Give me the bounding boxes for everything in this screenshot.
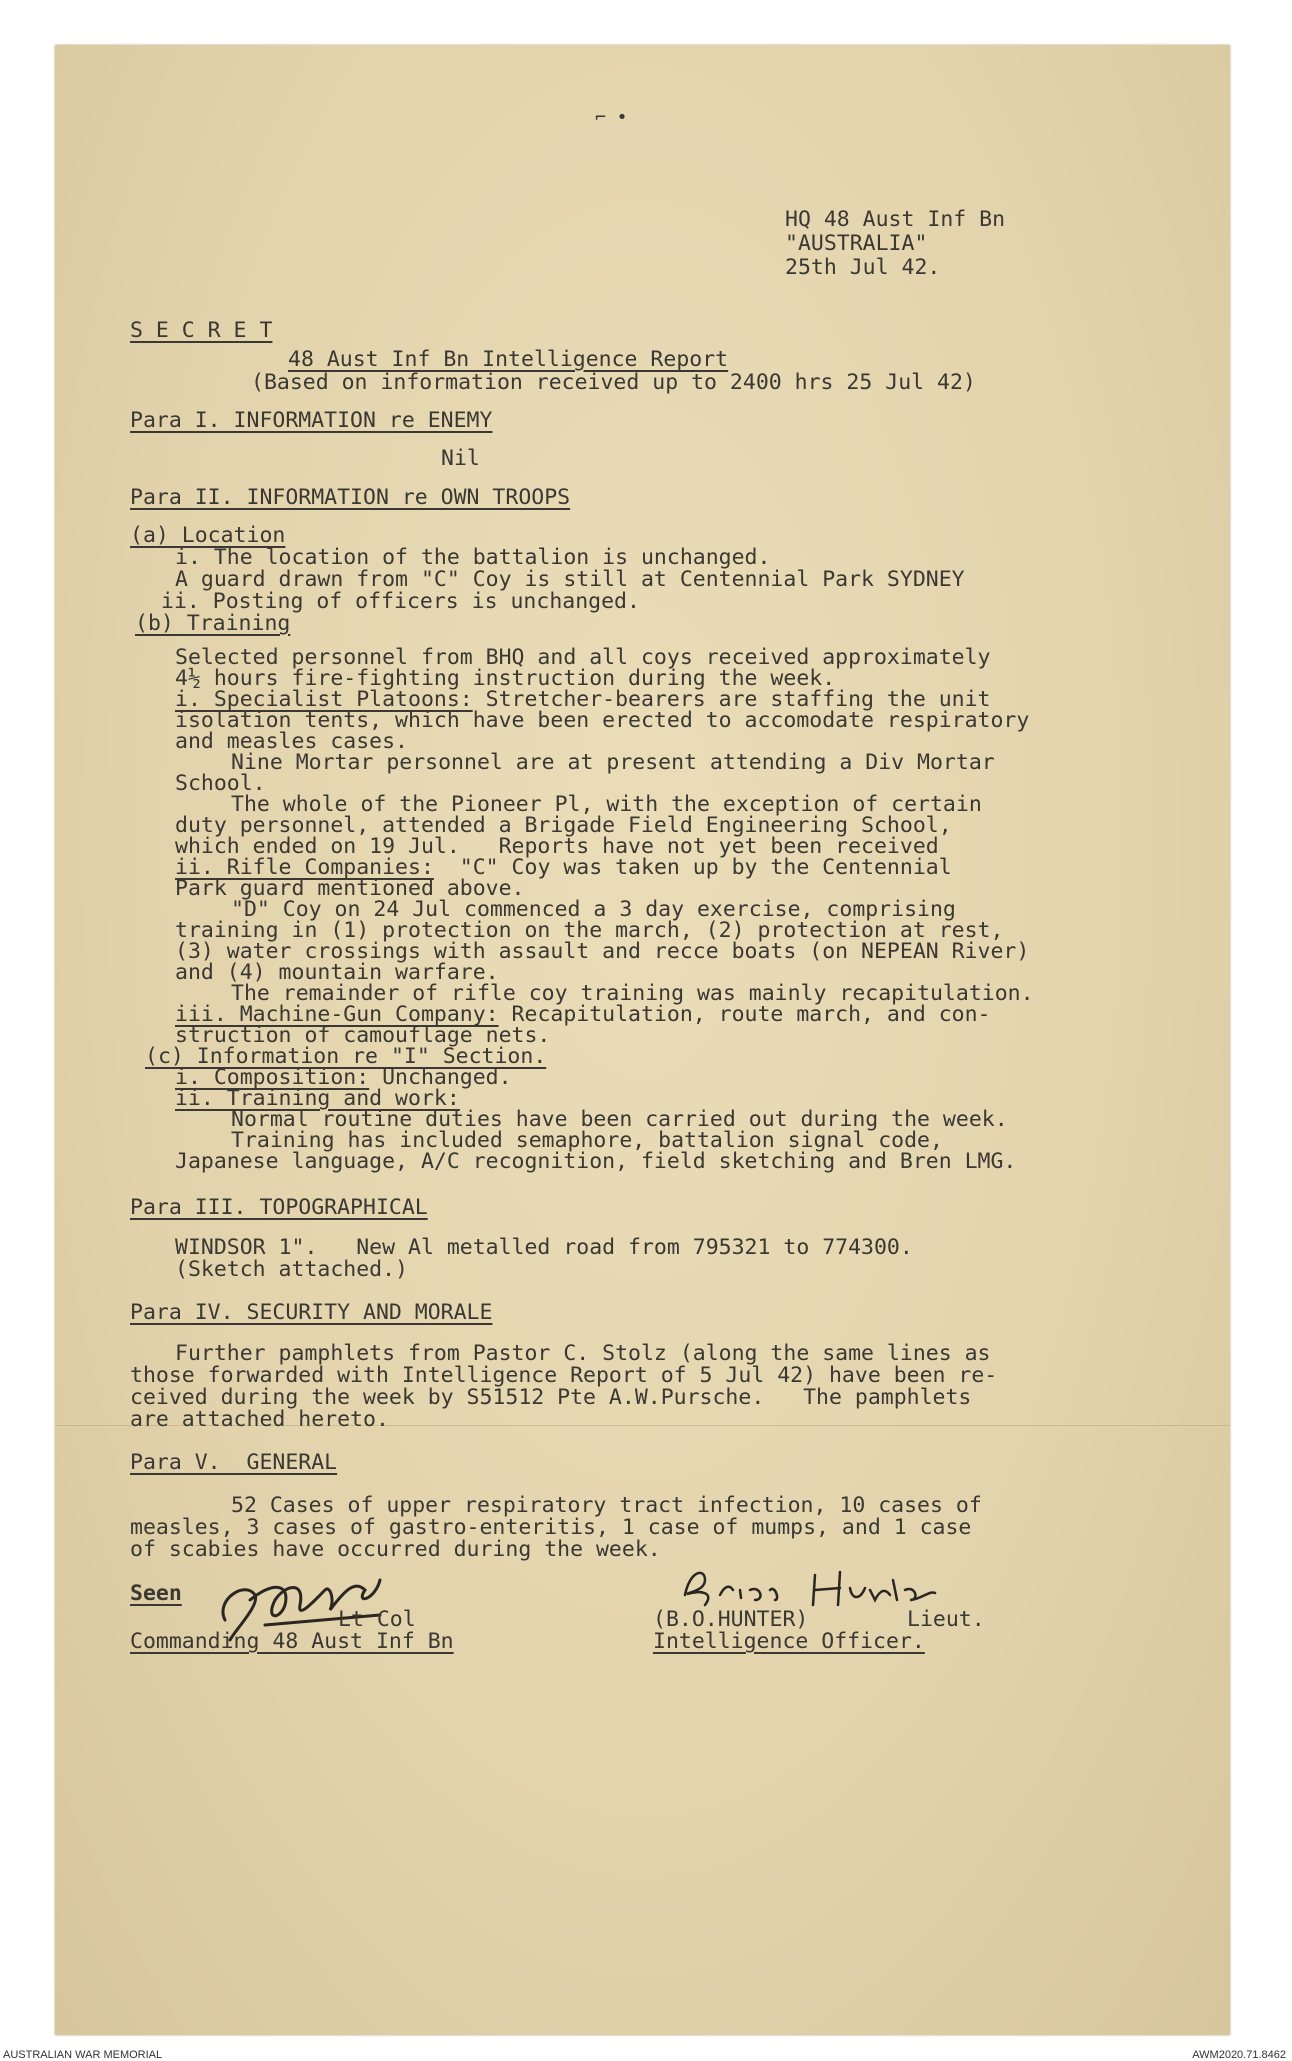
rifle-companies-label: ii. Rifle Companies: (175, 855, 434, 880)
training-line: Selected personnel from BHQ and all coys received approximately (175, 645, 991, 670)
para2-heading: Para II. INFORMATION re OWN TROOPS (130, 485, 571, 510)
para1-body: Nil (441, 446, 480, 471)
training-line: Park guard mentioned above. (175, 876, 525, 901)
training-line: struction of camouflage nets. (175, 1023, 551, 1048)
para2-b-heading: (b) Training (135, 611, 291, 636)
document-page (55, 45, 1230, 2035)
para3-heading: Para III. TOPOGRAPHICAL (130, 1195, 428, 1220)
training-line: Nine Mortar personnel are at present attending a Div Mortar (231, 750, 995, 775)
training-line: duty personnel, attended a Brigade Field Engineering School, (175, 813, 952, 838)
machine-gun-company-text: Recapitulation, route march, and con- (498, 1002, 991, 1027)
training-line: 4½ hours fire-fighting instruction during the week. (175, 666, 836, 691)
footer-left: AUSTRALIAN WAR MEMORIAL (3, 2049, 163, 2061)
composition-text: Unchanged. (369, 1065, 512, 1090)
para4-line: Further pamphlets from Pastor C. Stolz (along the same lines as (175, 1341, 991, 1366)
report-title: 48 Aust Inf Bn Intelligence Report (288, 347, 729, 372)
right-title: Intelligence Officer. (653, 1629, 925, 1654)
section-line: Training has included semaphore, battalion signal code, (231, 1128, 943, 1153)
training-line: training in (1) protection on the march, (2) protection at rest, (175, 918, 1004, 943)
training-line: and (4) mountain warfare. (175, 960, 499, 985)
specialist-platoons-text: Stretcher-bearers are staffing the unit (472, 687, 991, 712)
training-line: (3) water crossings with assault and recce boats (on NEPEAN River) (175, 939, 1030, 964)
para4-heading: Para IV. SECURITY AND MORALE (130, 1300, 493, 1325)
para4-line: ceived during the week by S51512 Pte A.W.Pursche. The pamphlets (130, 1385, 972, 1410)
training-line: School. (175, 771, 266, 796)
para3-line: WINDSOR 1". New Al metalled road from 795321 to 774300. (175, 1235, 913, 1260)
left-title: Commanding 48 Aust Inf Bn (130, 1629, 454, 1654)
para2-a-line: A guard drawn from "C" Coy is still at Centennial Park SYDNEY (175, 567, 965, 592)
section-line: Normal routine duties have been carried out during the week. (231, 1107, 1008, 1132)
report-subtitle: (Based on information received up to 2400 hrs 25 Jul 42) (251, 370, 976, 395)
seen-label: Seen (130, 1581, 182, 1606)
header-date: 25th Jul 42. (785, 255, 941, 280)
training-line: The whole of the Pioneer Pl, with the exception of certain (231, 792, 982, 817)
para5-line: of scabies have occurred during the week. (130, 1537, 661, 1562)
training-work-label: ii. Training and work: (175, 1086, 460, 1111)
rifle-companies-text: "C" Coy was taken up by the Centennial (433, 855, 952, 880)
para3-line: (Sketch attached.) (175, 1257, 408, 1282)
para4-line: are attached hereto. (130, 1407, 389, 1432)
top-mark: ⌐ • (595, 107, 628, 128)
classification: S E C R E T (130, 318, 273, 343)
training-line: The remainder of rifle coy training was mainly recapitulation. (231, 981, 1034, 1006)
section-line: Japanese language, A/C recognition, field sketching and Bren LMG. (175, 1149, 1017, 1174)
para1-heading: Para I. INFORMATION re ENEMY (130, 408, 493, 433)
composition-label: i. Composition: (175, 1065, 370, 1090)
para2-a-heading: (a) Location (130, 523, 286, 548)
specialist-platoons-label: i. Specialist Platoons: (175, 687, 473, 712)
footer-right: AWM2020.71.8462 (1192, 2049, 1286, 2061)
training-line: which ended on 19 Jul. Reports have not yet been received (175, 834, 939, 859)
para5-heading: Para V. GENERAL (130, 1450, 338, 1475)
training-line: "D" Coy on 24 Jul commenced a 3 day exercise, comprising (231, 897, 956, 922)
left-rank: Lt Col (338, 1607, 416, 1632)
training-line: and measles cases. (175, 729, 408, 754)
machine-gun-company-label: iii. Machine-Gun Company: (175, 1002, 499, 1027)
para2-a-line: ii. Posting of officers is unchanged. (161, 589, 640, 614)
para4-line: those forwarded with Intelligence Report of 5 Jul 42) have been re- (130, 1363, 998, 1388)
right-rank: Lieut. (907, 1607, 985, 1632)
training-line: isolation tents, which have been erected to accomodate respiratory (175, 708, 1030, 733)
para5-line: measles, 3 cases of gastro-enteritis, 1 case of mumps, and 1 case (130, 1515, 972, 1540)
para2-c-heading: (c) Information re "I" Section. (145, 1044, 547, 1069)
para2-a-line: i. The location of the battalion is unchanged. (175, 545, 771, 570)
header-hq: HQ 48 Aust Inf Bn (785, 207, 1006, 232)
right-name: (B.O.HUNTER) (653, 1607, 809, 1632)
header-place: "AUSTRALIA" (785, 231, 928, 256)
para5-line: 52 Cases of upper respiratory tract infection, 10 cases of (231, 1493, 982, 1518)
